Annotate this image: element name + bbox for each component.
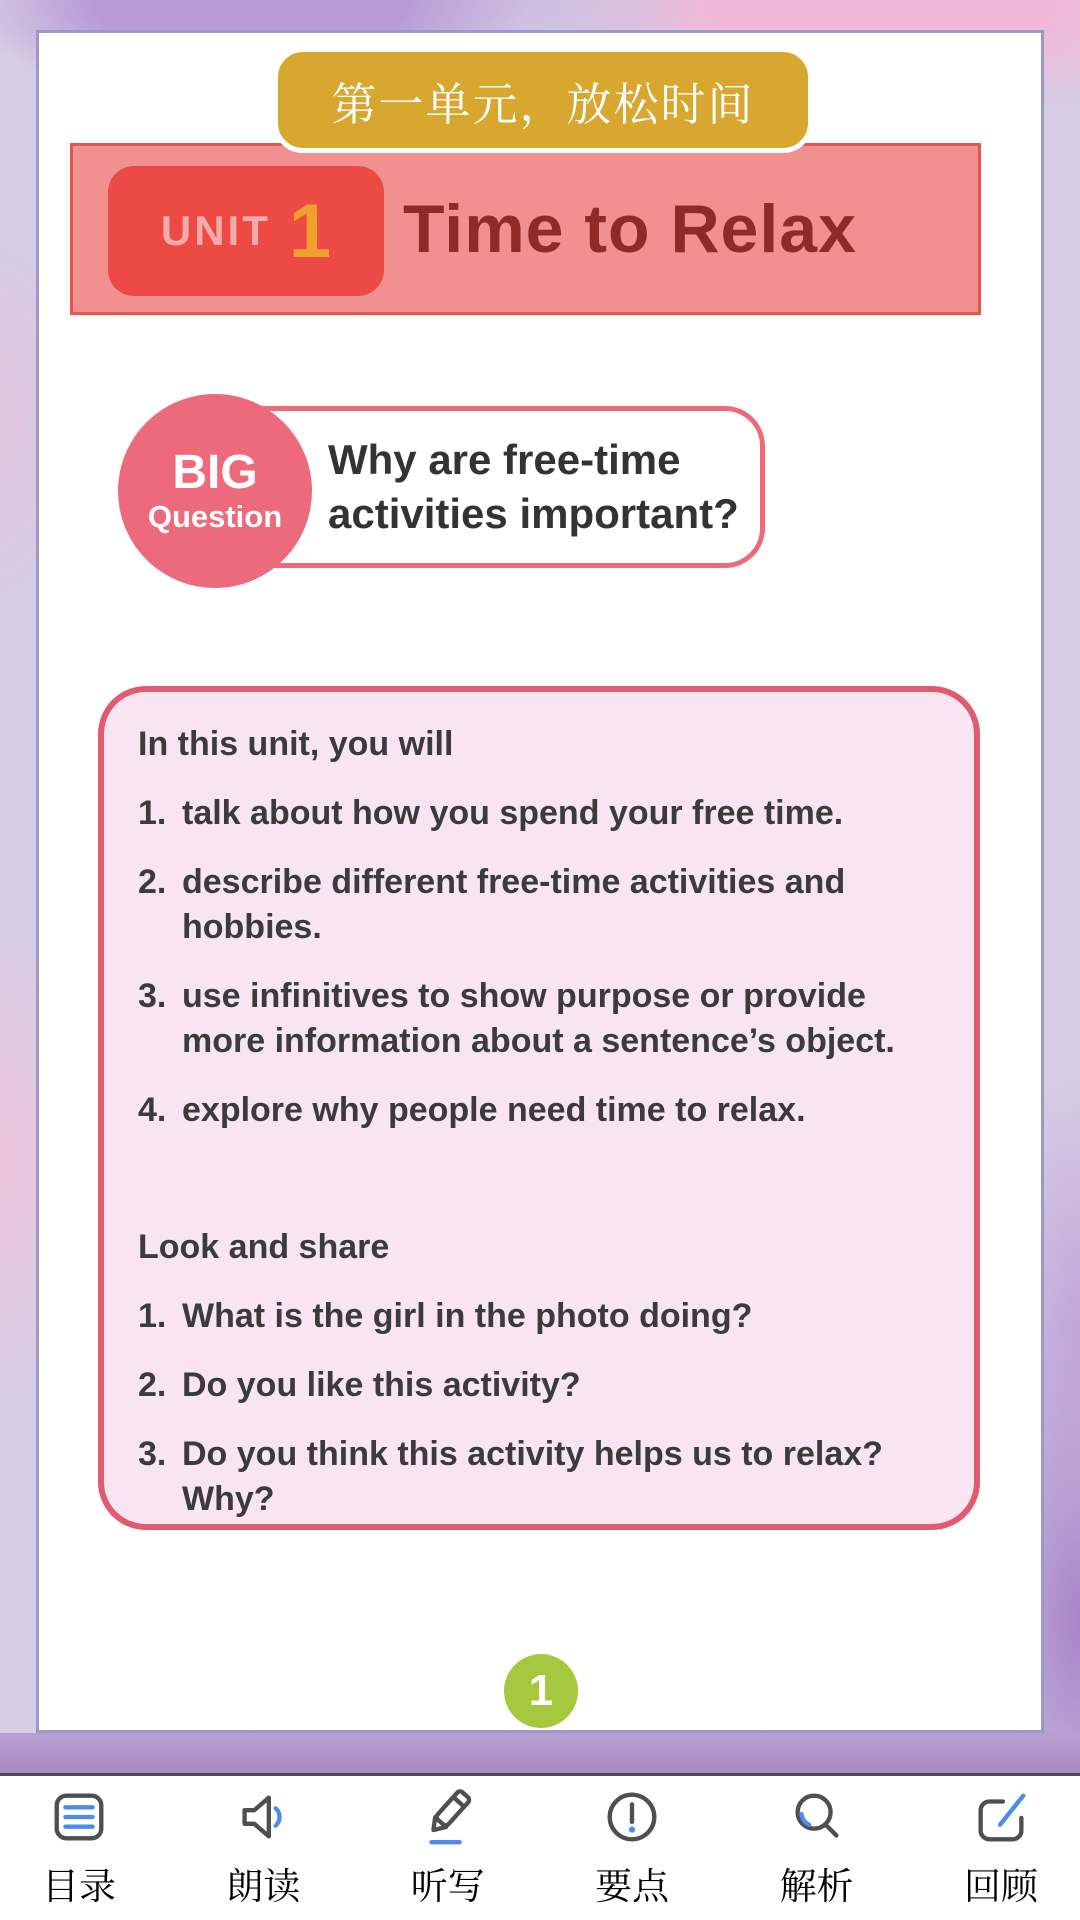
toolbar-item-analysis[interactable]	[780, 1786, 854, 1910]
list-item-text: use infinitives to show purpose or provide more information about a sentence’s object.	[182, 977, 895, 1060]
toolbar-item-key-points[interactable]	[595, 1786, 669, 1910]
list-item-text: What is the girl in the photo doing?	[182, 1297, 753, 1335]
unit-title-chinese-badge	[273, 47, 813, 153]
toolbar-label-review: 回顾	[963, 1866, 1038, 1907]
page-number-badge	[504, 1654, 578, 1728]
toolbar-label-read-aloud: 朗读	[226, 1866, 301, 1907]
list-item-number: 1.	[138, 794, 167, 832]
list-item	[138, 1294, 950, 1339]
list-item-number: 4.	[138, 1091, 167, 1129]
list-item-number: 2.	[138, 1366, 167, 1404]
toolbar-item-read-aloud[interactable]	[226, 1786, 300, 1910]
page-number: 1	[528, 1666, 554, 1715]
toolbar-item-dictation[interactable]	[411, 1786, 485, 1910]
unit-title: Time to Relax	[403, 191, 857, 267]
toolbar-label-key-points: 要点	[595, 1866, 670, 1907]
textbook-page	[36, 30, 1044, 1733]
list-item	[138, 860, 950, 950]
toolbar-item-review[interactable]	[964, 1786, 1038, 1910]
list-item	[138, 1432, 950, 1522]
unit-number: 1	[288, 188, 332, 274]
dictation-pencil-icon	[417, 1786, 479, 1848]
contents-icon	[48, 1786, 110, 1848]
toolbar-label-dictation: 听写	[410, 1866, 485, 1907]
unit-banner	[70, 143, 981, 315]
list-item-text: Do you like this activity?	[182, 1366, 581, 1404]
list-item-number: 3.	[138, 977, 167, 1015]
toolbar-label-analysis: 解析	[779, 1866, 854, 1907]
big-question-circle	[118, 394, 312, 588]
unit-objectives-box	[98, 686, 980, 1530]
unit-tag	[108, 166, 384, 296]
toolbar-label-contents: 目录	[42, 1866, 116, 1907]
big-question-circle-line2: Question	[147, 499, 283, 534]
list-item	[138, 791, 950, 836]
magnifier-icon	[786, 1786, 848, 1848]
objectives-list	[138, 791, 950, 1133]
bottom-toolbar	[0, 1773, 1080, 1920]
big-question-line2: activities important?	[328, 490, 739, 537]
toolbar-item-contents[interactable]	[42, 1786, 116, 1910]
list-item-number: 3.	[138, 1435, 167, 1473]
list-item	[138, 974, 950, 1064]
share-list	[138, 1294, 950, 1522]
unit-title-chinese: 第一单元，放松时间	[331, 78, 755, 130]
big-question-circle-line1: BIG	[172, 446, 258, 499]
list-item	[138, 1088, 950, 1133]
list-item-text: Do you think this activity helps us to relax? Why?	[182, 1435, 883, 1518]
list-item-text: explore why people need time to relax.	[182, 1091, 806, 1129]
exclamation-icon	[601, 1786, 663, 1848]
list-item-text: describe different free-time activities and hobbies.	[182, 863, 846, 946]
list-item-number: 2.	[138, 863, 167, 901]
speaker-icon	[232, 1786, 294, 1848]
list-item-number: 1.	[138, 1297, 167, 1335]
objectives-intro: In this unit, you will	[138, 725, 454, 763]
compose-icon	[970, 1786, 1032, 1848]
list-item	[138, 1363, 950, 1408]
look-and-share-heading: Look and share	[138, 1228, 390, 1266]
unit-label: UNIT	[160, 207, 271, 254]
background-texture-strip	[0, 1733, 1080, 1776]
list-item-text: talk about how you spend your free time.	[182, 794, 844, 832]
big-question-line1: Why are free-time	[328, 436, 681, 483]
